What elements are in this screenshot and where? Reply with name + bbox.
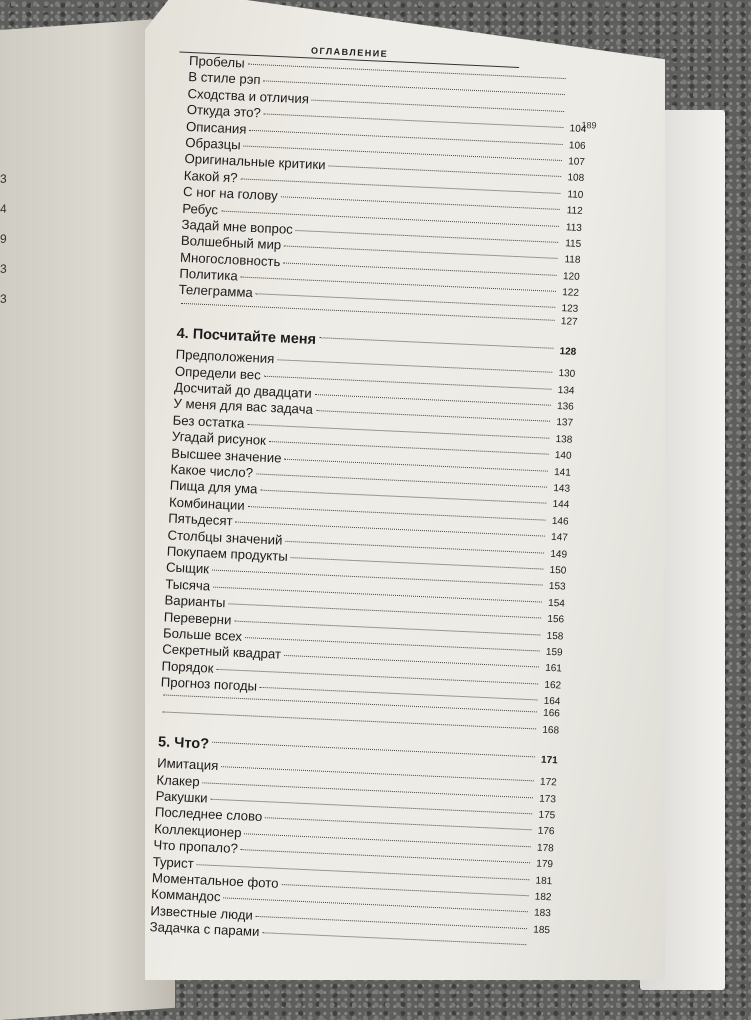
toc-entry-page: 183 [533, 907, 551, 920]
toc-entry-title: Переверни [163, 608, 232, 627]
toc-entry-page: 136 [556, 401, 574, 413]
toc-entry-title: Варианты [164, 592, 226, 611]
toc-entry-page: 173 [539, 793, 557, 806]
toc-entry-page [567, 115, 587, 116]
toc-entry-page: 107 [567, 156, 586, 168]
toc-entry-page: 134 [557, 384, 575, 397]
toc-entry-page: 179 [536, 858, 554, 871]
left-page-digit: 9 [0, 231, 7, 246]
dot-leader [319, 337, 553, 349]
toc-entry-title: Образцы [185, 134, 242, 153]
toc-entry-page: 138 [555, 433, 573, 446]
toc-entry-page: 146 [551, 515, 569, 528]
toc-entry-page: 123 [561, 303, 579, 316]
toc-entry-title: 4. Посчитайте меня [176, 325, 317, 349]
toc-entry-page: 120 [562, 270, 580, 283]
toc-entry-page: 130 [558, 368, 576, 381]
toc-entry-title: Высшее значение [170, 445, 282, 466]
toc-entry-page: 164 [543, 695, 561, 708]
toc-entry-title: Порядок [161, 658, 214, 676]
left-page-digit: 3 [0, 261, 7, 276]
toc-entry-title: Определи вес [174, 363, 262, 383]
toc-entry-title: Клакер [156, 771, 201, 789]
toc-entry-title: Столбцы значений [167, 527, 283, 548]
toc-entry-title: Секретный квадрат [161, 641, 282, 663]
toc-entry-title: Без остатка [172, 412, 245, 431]
toc-entry-title: Пятьдесят [167, 510, 233, 529]
left-page-digit: 3 [0, 291, 7, 306]
toc-entry-title: У меня для вас задача [173, 396, 314, 418]
toc-entry-page: 112 [566, 205, 583, 218]
dot-leader [212, 741, 535, 757]
toc-entry-page: 110 [567, 189, 584, 201]
toc-entry-title: Прогноз погоды [160, 674, 258, 694]
toc-entry-page: 104 [569, 123, 587, 136]
toc-entry-page: 149 [550, 548, 568, 561]
toc-entry-title: Ребус [182, 200, 219, 217]
toc-entry-title: Последнее слово [154, 804, 263, 825]
toc-entry-title: Откуда это? [186, 102, 262, 121]
toc-entry-page: 108 [567, 172, 585, 185]
toc-entry-page: 122 [561, 287, 580, 299]
toc-entry-page: 141 [553, 466, 572, 479]
toc-entry-title: Комбинации [168, 494, 246, 513]
toc-entry-page: 182 [534, 891, 552, 904]
toc-entry-title: Телеграмма [178, 282, 254, 301]
toc-entry-page: 175 [538, 809, 556, 822]
toc-entry-page [568, 99, 588, 100]
toc-entry-title: Ракушки [155, 788, 208, 806]
toc-entry-title: Описания [185, 118, 247, 137]
left-page-digits [0, 170, 7, 320]
toc-entry-title: Какой я? [183, 167, 238, 186]
toc-entry-title: Досчитай до двадцати [173, 379, 313, 401]
toc-entry-page: 168 [542, 724, 560, 737]
toc-entry-title: Многословность [179, 249, 281, 270]
table-of-contents [149, 53, 589, 954]
toc-entry-page: 172 [539, 776, 557, 789]
toc-entry-title: Пробелы [188, 52, 245, 71]
toc-entry-title: Предположения [175, 346, 275, 367]
toc-entry-page: 176 [537, 826, 555, 838]
left-page-digit: 3 [0, 171, 7, 186]
toc-entry-page: 127 [560, 315, 578, 328]
toc-entry-page: 185 [533, 924, 551, 936]
toc-entry-title: Коллекционер [153, 820, 242, 840]
toc-entry-title: Задачка с парами [149, 919, 260, 940]
running-head: ОГЛАВЛЕНИЕ [179, 40, 519, 68]
toc-entry-title: Тысяча [164, 576, 211, 594]
toc-entry-page: 166 [542, 708, 561, 720]
toc-entry-title: Моментальное фото [151, 870, 279, 891]
toc-entry-page: 113 [565, 221, 583, 234]
toc-entry-title: Покупаем продукты [166, 543, 289, 564]
toc-entry-title: Сходства и отличия [187, 85, 310, 107]
toc-entry-title: Волшебный мир [180, 233, 282, 253]
toc-entry-page: 143 [553, 482, 571, 495]
toc-entry-page: 153 [548, 581, 566, 593]
toc-content [149, 40, 597, 954]
toc-entry-title: 5. Что? [157, 734, 210, 753]
toc-entry-page: 162 [544, 679, 562, 692]
toc-entry-title: Политика [179, 265, 239, 284]
left-page-digit: 4 [0, 201, 7, 216]
toc-entry-title: Какое число? [170, 461, 254, 481]
toc-entry-title: Имитация [156, 755, 219, 774]
toc-entry-page: 158 [546, 630, 564, 643]
page-number: 189 [581, 119, 597, 131]
toc-entry-title: Сыщик [165, 559, 210, 577]
toc-entry-title: Задай мне вопрос [181, 216, 294, 237]
toc-entry-page [529, 948, 549, 949]
toc-entry-page: 161 [544, 663, 563, 675]
toc-entry-page: 144 [552, 499, 570, 512]
toc-entry-page: 147 [550, 532, 569, 544]
toc-entry-page: 106 [568, 139, 586, 152]
toc-entry-page: 181 [535, 875, 553, 887]
toc-entry-title: Оригинальные критики [184, 151, 326, 173]
toc-entry-title: Больше всех [162, 625, 243, 644]
toc-entry-title: Пища для ума [169, 477, 258, 497]
toc-entry-page: 115 [564, 238, 582, 250]
toc-entry-page: 137 [556, 417, 574, 430]
toc-entry-page: 156 [547, 613, 565, 626]
toc-entry-page: 178 [536, 842, 554, 855]
toc-entry-page: 171 [540, 754, 558, 767]
toc-entry-page [568, 82, 588, 83]
toc-entry-page: 140 [554, 450, 572, 462]
toc-entry-title: Что пропало? [153, 837, 239, 857]
toc-entry-page: 118 [564, 254, 581, 267]
toc-entry-page: 159 [545, 646, 563, 659]
toc-entry-page: 154 [547, 597, 566, 610]
toc-entry-page: 150 [549, 564, 567, 577]
toc-entry-title: В стиле рэп [187, 69, 261, 88]
toc-entry-title: Коммандос [150, 886, 221, 905]
toc-entry-title: Известные люди [150, 902, 254, 923]
toc-entry-page: 128 [559, 345, 577, 358]
toc-entry-title: Угадай рисунок [171, 428, 267, 449]
toc-entry-title: С ног на голову [182, 183, 278, 204]
toc-entry-title: Турист [152, 853, 195, 871]
